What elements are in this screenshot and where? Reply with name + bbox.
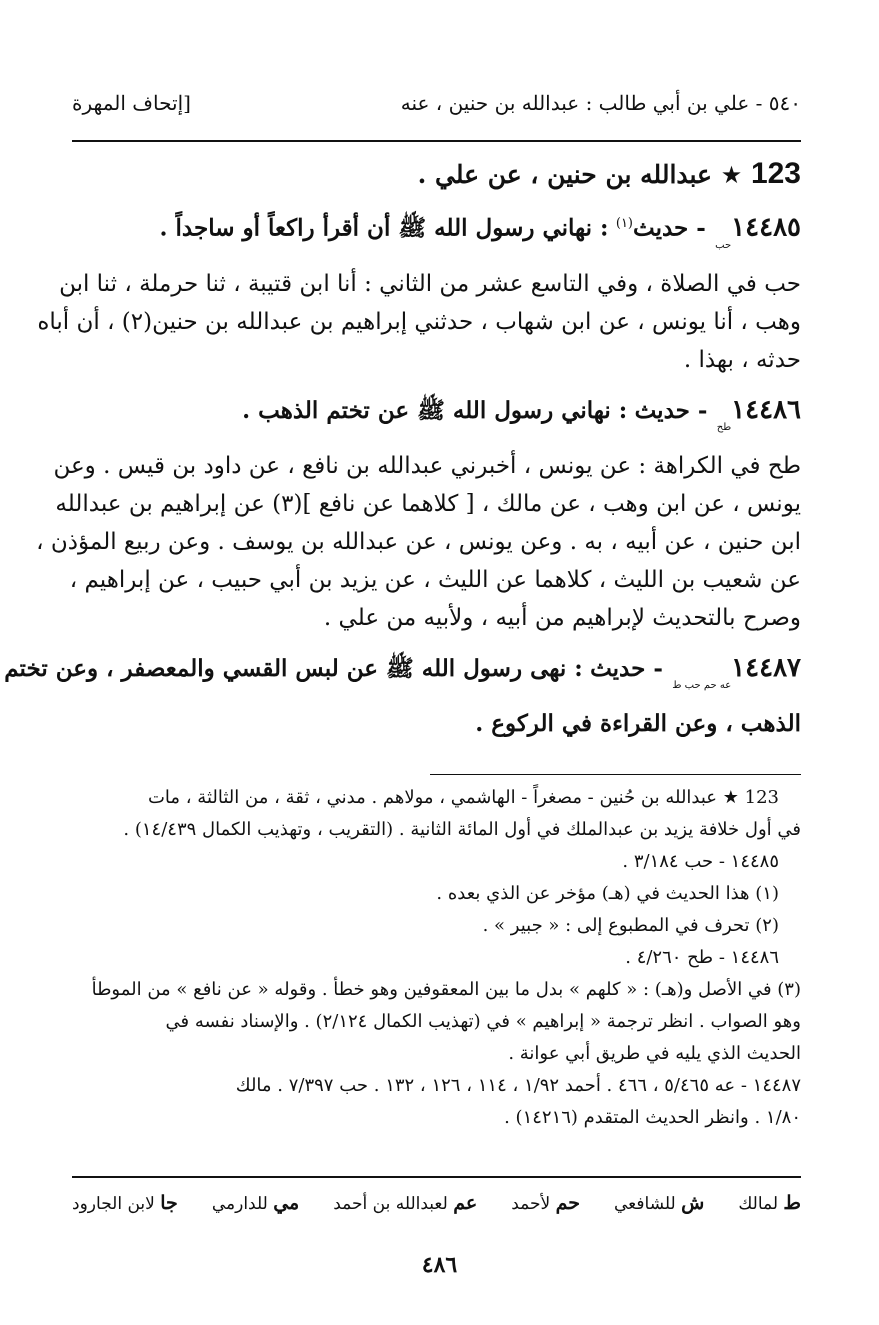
hadith-body-line: حب في الصلاة ، وفي التاسع عشر من الثاني : أنا ابن قتيبة ، ثنا حرملة ، ثنا ابن xyxy=(59,270,801,297)
hadith-body-line: ابن حنين ، عن أبيه ، به . وعن يونس ، عن عبدالله بن يوسف . وعن ربيع المؤذن ، xyxy=(36,528,801,555)
hadith-lead: - حديث xyxy=(634,396,708,424)
siglum-label: للدارمي xyxy=(211,1194,268,1214)
hadith-body-line: عن شعيب بن الليث ، كلاهما عن الليث ، عن يزيد بن أبي حبيب ، عن إبراهيم ، xyxy=(69,566,801,593)
footnote-line: ١٤٤٨٧ - عه ٥/٤٦٥ ، ٤٦٦ . أحمد ١/٩٢ ، ١١٤ ، ١٢٦ ، ١٣٢ . حب ٧/٣٩٧ . مالك xyxy=(235,1075,801,1096)
main-text xyxy=(4,152,801,743)
sigla-rule xyxy=(72,1176,801,1178)
hadith-source-abbr: عه حم حب ط xyxy=(672,679,732,691)
footnote-line: ١٤٤٨٦ - طح ٤/٢٦٠ . xyxy=(625,947,779,968)
hadith-number: ١٤٤٨٧ xyxy=(731,652,801,683)
footnote-line: ١/٨٠ . وانظر الحديث المتقدم (١٤٢١٦) . xyxy=(504,1107,801,1128)
hadith-source-abbr: حب xyxy=(715,239,732,251)
siglum-label: لعبدالله بن أحمد xyxy=(333,1194,448,1214)
hadith-heading-14485 xyxy=(72,205,801,265)
siglum-key: ش xyxy=(681,1192,705,1214)
siglum-label: للشافعي xyxy=(614,1194,676,1214)
section-heading xyxy=(72,152,801,197)
siglum xyxy=(212,1192,299,1214)
hadith-number: ١٤٤٨٥ xyxy=(731,212,801,243)
footnote-line: (٢) تحرف في المطبوع إلى : « جبير » . xyxy=(482,915,779,936)
footnote-line: الحديث الذي يليه في طريق أبي عوانة . xyxy=(508,1043,801,1064)
sigla-legend xyxy=(72,1192,801,1214)
footnote-rule xyxy=(430,774,801,775)
footnote-line: (١) هذا الحديث في (هـ) مؤخر عن الذي بعده . xyxy=(436,883,779,904)
hadith-lead: - حديث xyxy=(590,654,663,682)
siglum-key: عم xyxy=(453,1192,478,1214)
hadith-body-line: حدثه ، بهذا . xyxy=(683,346,801,373)
siglum-label: لابن الجارود xyxy=(72,1194,155,1214)
hadith-heading-14486 xyxy=(72,391,801,447)
footnotes xyxy=(72,782,801,1134)
siglum xyxy=(511,1192,580,1214)
siglum-key: جا xyxy=(160,1192,178,1214)
running-header xyxy=(72,86,801,120)
siglum xyxy=(738,1192,801,1214)
hadith-text: : نهاني رسول الله ﷺ أن أقرأ راكعاً أو ساجداً . xyxy=(159,214,609,242)
hadith-body-line: طح في الكراهة : عن يونس ، أخبرني عبدالله بن نافع ، عن داود بن قيس . وعن xyxy=(53,452,801,479)
page-number: ٤٨٦ xyxy=(421,1252,458,1278)
siglum xyxy=(333,1192,477,1214)
header-rule xyxy=(72,140,801,142)
hadith-number: ١٤٤٨٦ xyxy=(731,394,801,425)
siglum-key: حم xyxy=(555,1192,580,1214)
hadith-lead: - حديث xyxy=(633,214,706,242)
hadith-text: : نهاني رسول الله ﷺ عن تختم الذهب . xyxy=(242,396,628,424)
siglum-label: لأحمد xyxy=(511,1194,551,1214)
header-book-name: [إتحاف المهرة xyxy=(72,91,191,115)
hadith-body-line: يونس ، عن ابن وهب ، عن مالك ، [ كلاهما عن نافع ](٣) عن إبراهيم بن عبدالله xyxy=(55,490,801,517)
section-title: عبدالله بن حنين ، عن علي . xyxy=(417,160,712,189)
footnote-line: 123 ★ عبدالله بن حُنين - مصغراً - الهاشمي ، مولاهم . مدني ، ثقة ، من الثالثة ، مات xyxy=(147,787,779,808)
footnote-line: ١٤٤٨٥ - حب ٣/١٨٤ . xyxy=(622,851,779,872)
section-number: 123 xyxy=(750,157,801,190)
siglum xyxy=(614,1192,704,1214)
siglum-key: ط xyxy=(783,1192,801,1214)
hadith-body-line: وصرح بالتحديث لإبراهيم من أبيه ، ولأبيه من علي . xyxy=(323,604,801,631)
siglum-key: مي xyxy=(273,1192,300,1214)
footnote-ref: (١) xyxy=(615,216,633,231)
footnote-line: في أول خلافة يزيد بن عبدالملك في أول المائة الثانية . (التقريب ، وتهذيب الكمال ١٤/٤٣٩) . xyxy=(123,819,801,840)
hadith-body-line: وهب ، أنا يونس ، عن ابن شهاب ، حدثني إبراهيم بن عبدالله بن حنين(٢) ، أن أباه xyxy=(37,308,801,335)
star-icon: ★ xyxy=(720,161,743,189)
hadith-text: : نهى رسول الله ﷺ عن لبس القسي والمعصفر ، وعن تختم xyxy=(4,654,583,682)
hadith-text-continued: الذهب ، وعن القراءة في الركوع . xyxy=(475,709,801,737)
footnote-line: وهو الصواب . انظر ترجمة « إبراهيم » في (تهذيب الكمال ٢/١٢٤) . والإسناد نفسه في xyxy=(165,1011,801,1032)
header-title: ٥٤٠ - علي بن أبي طالب : عبدالله بن حنين ، عنه xyxy=(400,91,801,115)
hadith-heading-14487 xyxy=(4,649,801,705)
siglum xyxy=(72,1192,178,1214)
siglum-label: لمالك xyxy=(738,1194,779,1214)
footnote-line: (٣) في الأصل و(هـ) : « كلهم » بدل ما بين المعقوفين وهو خطأ . وقوله « عن نافع » من الموطأ xyxy=(91,979,801,1000)
hadith-source-abbr: طح xyxy=(716,421,732,433)
